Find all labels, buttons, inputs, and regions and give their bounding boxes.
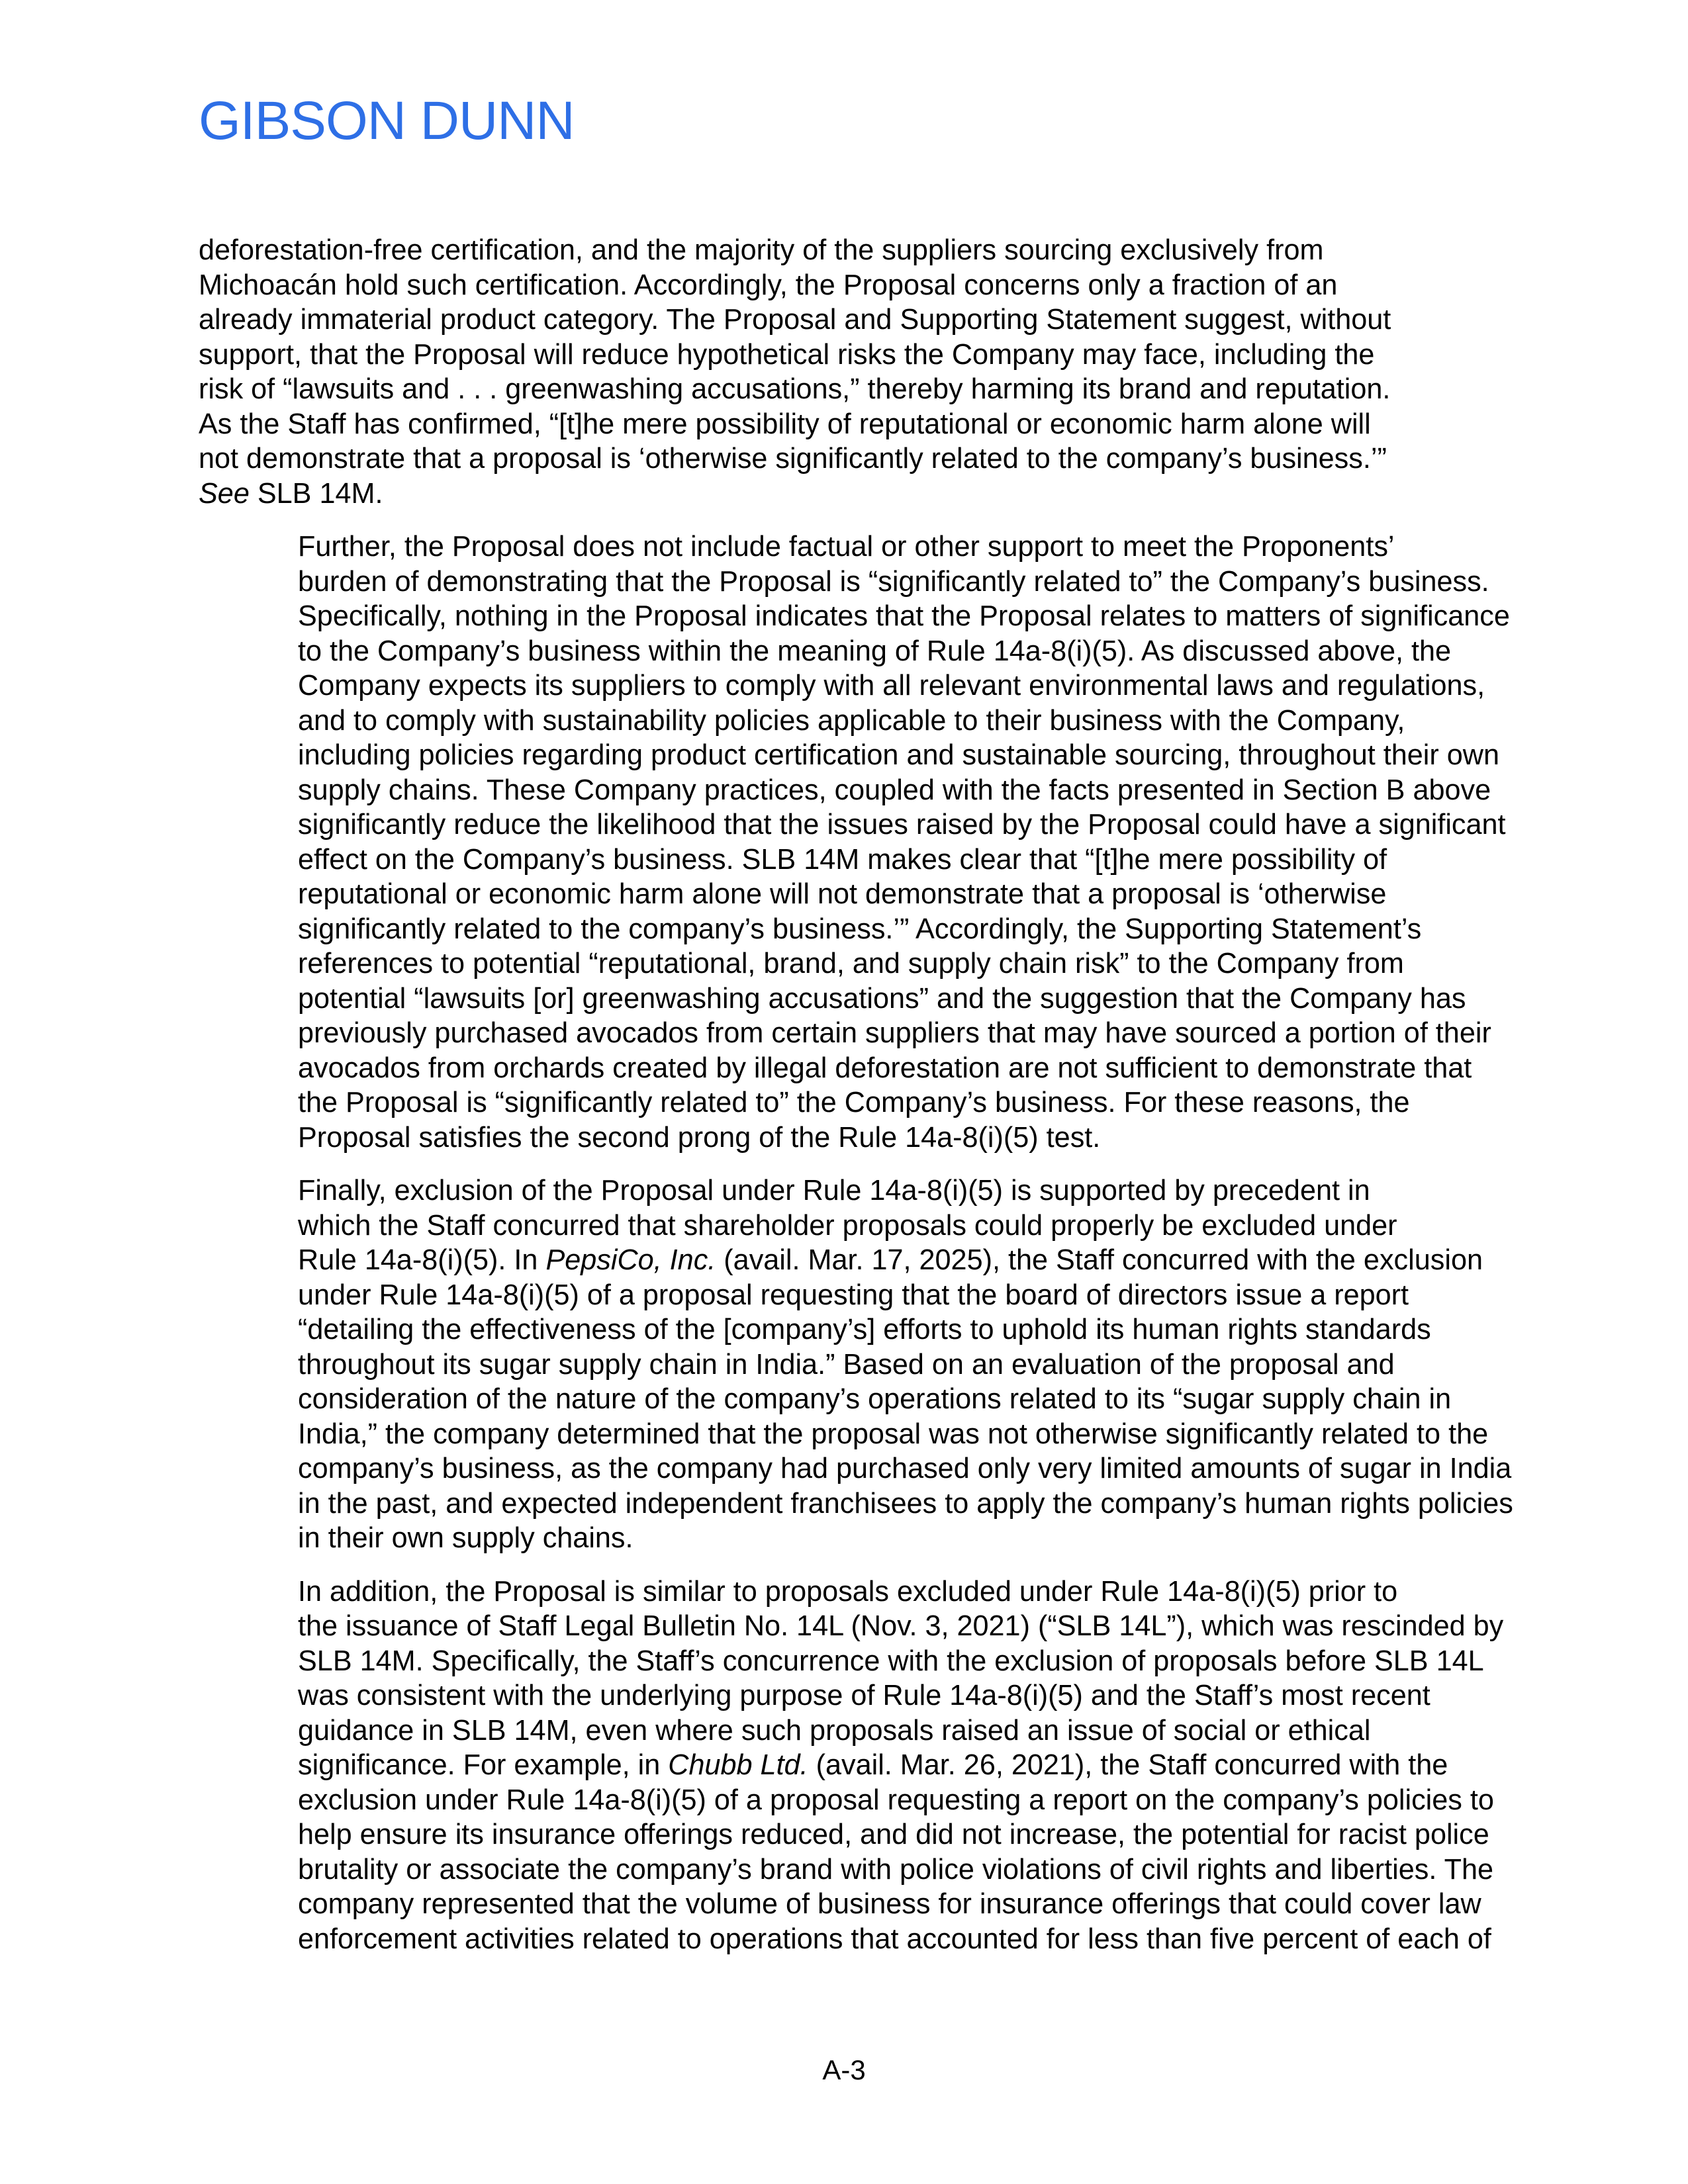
text-run: supply chains. These Company practices, coupled with the facts presented in Section B above — [298, 774, 1491, 806]
page-number: A-3 — [822, 2054, 866, 2085]
text-run: the Proposal is “significantly related to” the Company’s business. For these reasons, the — [298, 1087, 1410, 1118]
text-run: enforcement activities related to operations that accounted for less than five percent of each of — [298, 1923, 1491, 1955]
text-run: the issuance of Staff Legal Bulletin No. 14L (Nov. 3, 2021) (“SLB 14L”), which was rescinded by — [298, 1610, 1504, 1642]
text-line — [199, 1051, 1496, 1086]
text-run: company’s business, as the company had purchased only very limited amounts of sugar in India — [298, 1453, 1512, 1484]
text-line — [199, 565, 1496, 600]
text-run: (avail. Mar. 17, 2025), the Staff concurred with the exclusion — [716, 1244, 1483, 1276]
text-line — [199, 407, 1496, 442]
text-line — [199, 477, 1496, 512]
text-line — [199, 1644, 1496, 1679]
firm-logo: GIBSON DUNN — [199, 91, 575, 151]
text-run: SLB 14M. — [249, 477, 383, 510]
text-run: references to potential “reputational, brand, and supply chain risk” to the Company from — [298, 948, 1404, 979]
text-run: help ensure its insurance offerings reduced, and did not increase, the potential for racist police — [298, 1819, 1489, 1850]
text-line — [199, 1922, 1496, 1957]
text-line — [199, 912, 1496, 947]
text-run: potential “lawsuits [or] greenwashing accusations” and the suggestion that the Company has — [298, 982, 1466, 1015]
text-run: company represented that the volume of business for insurance offerings that could cover law — [298, 1888, 1481, 1920]
text-run: India,” the company determined that the proposal was not otherwise significantly related to the — [298, 1418, 1489, 1450]
text-line — [199, 1451, 1512, 1486]
text-line — [199, 1208, 1496, 1244]
text-run: previously purchased avocados from certain suppliers that may have sourced a portion of their — [298, 1017, 1491, 1049]
text-line — [199, 668, 1496, 704]
text-run: support, that the Proposal will reduce hypothetical risks the Company may face, including the — [199, 338, 1375, 371]
text-run: Specifically, nothing in the Proposal indicates that the Proposal relates to matters of significance — [298, 600, 1510, 632]
text-line — [199, 1817, 1496, 1852]
text-line — [199, 1085, 1496, 1120]
text-run: As the Staff has confirmed, “[t]he mere possibility of reputational or economic harm alone will — [199, 408, 1371, 440]
text-run: Company expects its suppliers to comply with all relevant environmental laws and regulations, — [298, 670, 1485, 702]
text-run: not demonstrate that a proposal is ‘otherwise significantly related to the company’s business.’” — [199, 443, 1387, 475]
text-run: to the Company’s business within the meaning of Rule 14a-8(i)(5). As discussed above, the — [298, 635, 1452, 667]
text-run: significantly related to the company’s business.’” Accordingly, the Supporting Statement’s — [298, 913, 1422, 945]
text-line — [199, 338, 1496, 373]
text-line — [199, 842, 1496, 878]
text-line — [199, 529, 1496, 565]
text-run: significantly reduce the likelihood that the issues raised by the Proposal could have a significant — [298, 809, 1506, 841]
body-paragraph — [199, 233, 1496, 511]
text-line — [199, 1852, 1496, 1888]
text-line — [199, 1016, 1496, 1051]
body-paragraph — [199, 1574, 1504, 1957]
text-line — [199, 1382, 1496, 1417]
text-line — [199, 1521, 1496, 1556]
text-line — [199, 1173, 1496, 1208]
text-line — [199, 1783, 1496, 1818]
text-run: was consistent with the underlying purpose of Rule 14a-8(i)(5) and the Staff’s most recent — [298, 1680, 1430, 1711]
text-run: burden of demonstrating that the Proposal is “significantly related to” the Company’s business. — [298, 565, 1489, 598]
text-run: in their own supply chains. — [298, 1522, 633, 1554]
text-line — [199, 233, 1496, 268]
text-line — [199, 1678, 1496, 1713]
text-run: including policies regarding product certification and sustainable sourcing, throughout their own — [298, 739, 1499, 771]
text-line — [199, 1278, 1496, 1313]
text-line — [199, 773, 1496, 808]
text-run: and to comply with sustainability policies applicable to their business with the Company, — [298, 704, 1405, 737]
text-run: avocados from orchards created by illegal deforestation are not sufficient to demonstrate that — [298, 1052, 1472, 1084]
text-run: significance. For example, in — [298, 1749, 669, 1781]
body-paragraph — [199, 529, 1510, 1155]
text-run: already immaterial product category. The Proposal and Supporting Statement suggest, without — [199, 304, 1391, 336]
text-run: throughout its sugar supply chain in India.” Based on an evaluation of the proposal and — [298, 1348, 1395, 1381]
text-line — [199, 302, 1496, 338]
text-line — [199, 268, 1496, 303]
text-line — [199, 1312, 1496, 1347]
text-line — [199, 704, 1496, 739]
text-run: under Rule 14a-8(i)(5) of a proposal requesting that the board of directors issue a report — [298, 1279, 1409, 1311]
text-line — [199, 441, 1496, 477]
text-run: Further, the Proposal does not include factual or other support to meet the Proponents’ — [298, 531, 1395, 563]
italic-citation: Chubb Ltd. — [668, 1749, 808, 1781]
text-run: brutality or associate the company’s brand with police violations of civil rights and liberties. The — [298, 1853, 1493, 1886]
text-run: deforestation-free certification, and the majority of the suppliers sourcing exclusively from — [199, 234, 1324, 266]
text-run: Proposal satisfies the second prong of the Rule 14a-8(i)(5) test. — [298, 1121, 1101, 1154]
text-line — [199, 738, 1499, 773]
text-line — [199, 1120, 1496, 1156]
text-line — [199, 1486, 1513, 1522]
text-line — [199, 946, 1496, 981]
text-line — [199, 981, 1496, 1017]
text-line — [199, 599, 1510, 634]
text-line — [199, 1574, 1496, 1610]
text-line — [199, 1748, 1496, 1783]
text-run: exclusion under Rule 14a-8(i)(5) of a proposal requesting a report on the company’s policies to — [298, 1784, 1494, 1816]
text-run: risk of “lawsuits and . . . greenwashing accusations,” thereby harming its brand and reputation. — [199, 373, 1391, 405]
text-run: in the past, and expected independent franchisees to apply the company’s human rights policies — [298, 1487, 1513, 1520]
text-line — [199, 372, 1496, 407]
text-run: SLB 14M. Specifically, the Staff’s concurrence with the exclusion of proposals before SLB 14L — [298, 1645, 1484, 1677]
text-line — [199, 634, 1496, 669]
text-run: Finally, exclusion of the Proposal under Rule 14a-8(i)(5) is supported by precedent in — [298, 1175, 1370, 1206]
text-line — [199, 1347, 1496, 1383]
text-line — [199, 877, 1496, 912]
text-line — [199, 1243, 1496, 1278]
text-run: Rule 14a-8(i)(5). In — [298, 1244, 546, 1276]
text-run: consideration of the nature of the company’s operations related to its “sugar supply chain in — [298, 1383, 1452, 1415]
text-run: “detailing the effectiveness of the [company’s] efforts to uphold its human rights standards — [298, 1314, 1431, 1345]
text-run: In addition, the Proposal is similar to proposals excluded under Rule 14a-8(i)(5) prior to — [298, 1575, 1398, 1608]
text-run: reputational or economic harm alone will not demonstrate that a proposal is ‘otherwise — [298, 878, 1387, 910]
text-line — [199, 1417, 1496, 1452]
text-run: guidance in SLB 14M, even where such proposals raised an issue of social or ethical — [298, 1714, 1371, 1747]
text-line — [199, 1713, 1496, 1749]
text-line — [199, 807, 1506, 842]
italic-citation: See — [199, 477, 250, 510]
document-body — [199, 233, 1513, 1975]
text-run: Michoacán hold such certification. Accordingly, the Proposal concerns only a fraction of an — [199, 269, 1338, 301]
italic-citation: PepsiCo, Inc. — [545, 1244, 716, 1276]
text-line — [199, 1609, 1504, 1644]
text-run: which the Staff concurred that shareholder proposals could properly be excluded under — [298, 1209, 1397, 1242]
body-paragraph — [199, 1173, 1513, 1556]
text-run: effect on the Company’s business. SLB 14M makes clear that “[t]he mere possibility of — [298, 843, 1387, 876]
text-run: (avail. Mar. 26, 2021), the Staff concurred with the — [808, 1749, 1448, 1781]
text-line — [199, 1887, 1496, 1922]
